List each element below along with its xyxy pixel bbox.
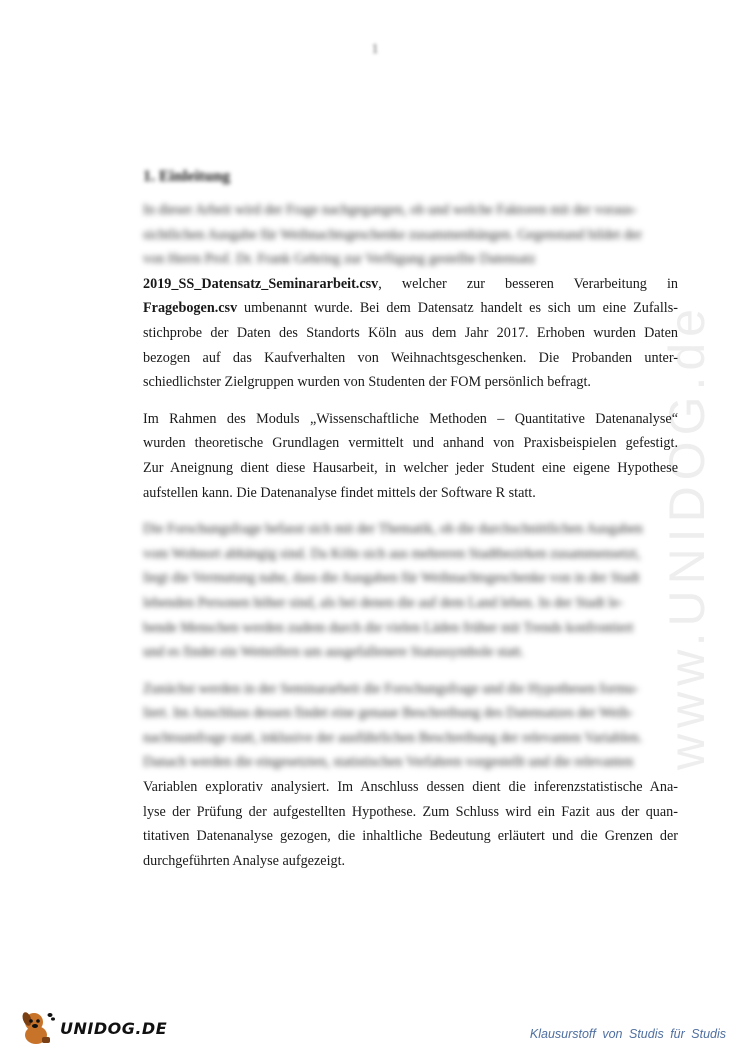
paragraph-3-blurred xyxy=(143,517,678,665)
blurred-line: von Herrn Prof. Dr. Frank Gehring zur Verfügung gestellte Datensatz xyxy=(143,251,536,268)
paragraph-2 xyxy=(143,407,678,505)
text-line: bezogen auf das Kaufverhalten von Weihnachtsgeschenken. Die Probanden unter- xyxy=(143,349,678,366)
text-span: umbenannt wurde. Bei dem Datensatz handelt es sich um eine Zufalls- xyxy=(237,300,678,317)
text-line: lyse der Prüfung der aufgestellten Hypothese. Zum Schluss wird ein Fazit aus der quan- xyxy=(143,803,678,820)
footer-slogan: Klausurstoff von Studis für Studis xyxy=(529,1027,726,1041)
text-line xyxy=(143,272,678,297)
blurred-line: Zunächst werden in der Seminararbeit die Forschungsfrage und die Hypothesen formu- xyxy=(143,680,639,697)
blurred-line: In dieser Arbeit wird der Frage nachgegangen, ob und welche Faktoren mit der voraus- xyxy=(143,202,638,218)
paragraph-1 xyxy=(143,198,678,395)
unidog-logo[interactable] xyxy=(20,1008,167,1048)
logo-text: UNIDOG.DE xyxy=(60,1018,168,1038)
blurred-line: Danach werden die eingesetzten, statistischen Verfahren vorgestellt und die relevanten xyxy=(143,754,634,771)
blurred-line: sichtlichen Ausgabe für Weihnachtsgeschenke zusammenhängen. Gegenstand bildet der xyxy=(143,226,642,243)
blurred-line: nachtsumfrage statt, inklusive der ausführlichen Beschreibung der relevanten Variablen. xyxy=(143,729,643,746)
text-line: aufstellen kann. Die Datenanalyse findet mittels der Software R statt. xyxy=(143,484,536,501)
text-span: , welcher zur besseren Verarbeitung in xyxy=(378,275,678,292)
text-line: durchgeführten Analyse aufgezeigt. xyxy=(143,852,346,869)
text-line: Variablen explorativ analysiert. Im Anschluss dessen dient die inferenzstatistische Ana- xyxy=(143,779,678,796)
text-line: schiedlichster Zielgruppen wurden von Studenten der FOM persönlich befragt. xyxy=(143,374,591,391)
renamed-file-bold: Fragebogen.csv xyxy=(143,300,238,317)
blurred-line: bende Menschen werden zudem durch die vielen Läden früher mit Trends konfrontiert xyxy=(143,619,634,636)
text-line: Im Rahmen des Moduls „Wissenschaftliche Methoden – Quantitative Datenanalyse“ xyxy=(143,410,678,427)
blurred-line: Die Forschungsfrage befasst sich mit der Thematik, ob die durchschnittlichen Ausgaben xyxy=(143,521,643,538)
dog-mascot-icon xyxy=(20,1009,56,1047)
blurred-line: liert. Im Anschluss dessen findet eine genaue Beschreibung des Datensatzes der Weih- xyxy=(143,705,634,722)
text-line: titativen Datenanalyse gezogen, die inhaltliche Bedeutung erläutert und die Grenzen der xyxy=(143,828,678,845)
text-line: wurden theoretische Grundlagen vermittelt und anhand von Praxisbeispielen gefestigt. xyxy=(143,435,678,452)
filename-bold: 2019_SS_Datensatz_Seminararbeit.csv xyxy=(143,275,379,292)
paragraph-4 xyxy=(143,677,678,874)
blurred-line: vom Wohnort abhängig sind. Da Köln sich aus mehreren Stadtbezirken zusammensetzt, xyxy=(143,545,641,562)
watermark: www.UNIDOG.de xyxy=(659,303,715,770)
blurred-line: liegt die Vermutung nahe, dass die Ausgaben für Weihnachtsgeschenke von in der Stadt xyxy=(143,570,640,587)
blurred-line: lebenden Personen höher sind, als bei denen die auf dem Land leben. In der Stadt le- xyxy=(143,594,624,611)
page-number: 1 xyxy=(371,42,379,57)
text-line: Zur Aneignung dient diese Hausarbeit, in welcher jeder Student eine eigene Hypothese xyxy=(143,459,678,476)
section-heading: 1. Einleitung xyxy=(143,168,231,185)
text-line: stichprobe der Daten des Standorts Köln aus dem Jahr 2017. Erhoben wurden Daten xyxy=(143,324,678,341)
blurred-line: und es findet ein Wetteifern um ausgefallenere Statussymbole statt. xyxy=(143,644,525,661)
document-body xyxy=(143,164,678,885)
text-line xyxy=(143,296,678,321)
